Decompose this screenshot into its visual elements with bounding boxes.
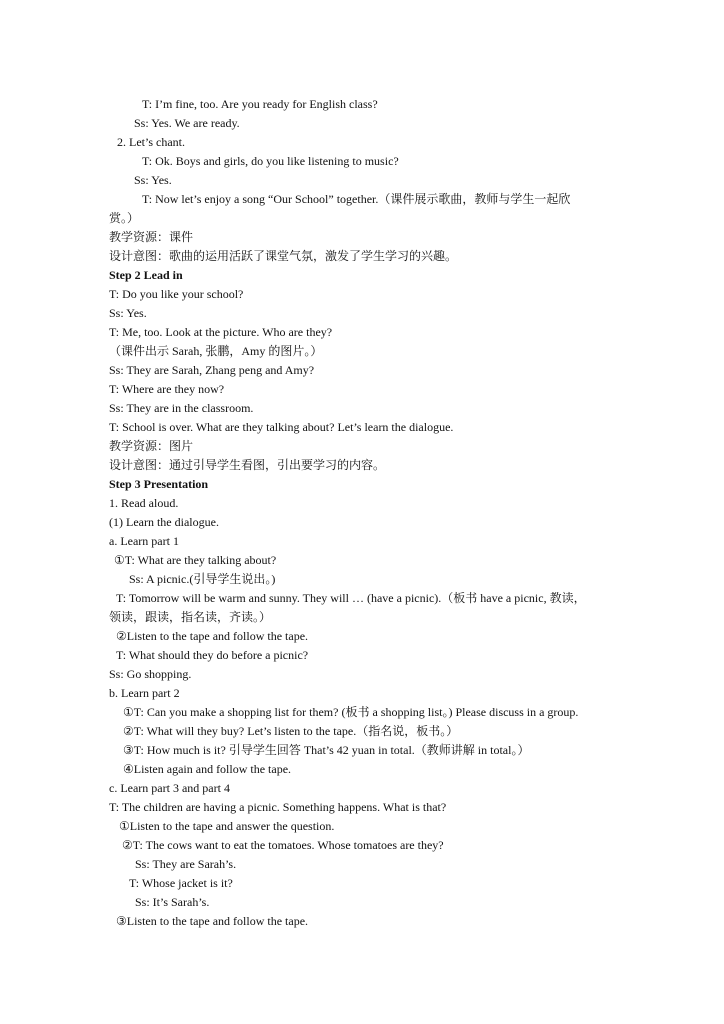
- text-line: 教学资源：图片: [109, 439, 194, 453]
- text-line: T: Now let’s enjoy a song “Our School” together.（课件展示歌曲，教师与学生一起欣: [142, 192, 571, 206]
- text-line: 1. Read aloud.: [109, 496, 179, 510]
- text-line: T: The children are having a picnic. Something happens. What is that?: [109, 800, 447, 814]
- text-line: ②T: What will they buy? Let’s listen to the tape.（指名说，板书。）: [123, 724, 459, 738]
- text-line: ③Listen to the tape and follow the tape.: [116, 914, 309, 928]
- text-line: ①T: Can you make a shopping list for them? (板书 a shopping list。) Please discuss in a group.: [123, 705, 579, 719]
- text-line: Ss: A picnic.(引导学生说出。): [129, 572, 276, 586]
- text-line: 设计意图：歌曲的运用活跃了课堂气氛，激发了学生学习的兴趣。: [109, 249, 458, 263]
- text-line: (1) Learn the dialogue.: [109, 515, 219, 529]
- text-line: ①Listen to the tape and answer the question.: [119, 819, 335, 833]
- text-line: 2. Let’s chant.: [117, 135, 185, 149]
- text-line: T: Where are they now?: [109, 382, 225, 396]
- text-line: 设计意图：通过引导学生看图，引出要学习的内容。: [109, 458, 386, 472]
- text-line: ①T: What are they talking about?: [114, 553, 277, 567]
- text-line: Ss: They are Sarah’s.: [135, 857, 237, 871]
- text-line: T: Do you like your school?: [109, 287, 244, 301]
- text-line: T: Whose jacket is it?: [129, 876, 233, 890]
- text-line: T: Tomorrow will be warm and sunny. They will … (have a picnic).（板书 have a picnic, 教读，: [116, 591, 586, 605]
- text-line: Ss: Yes. We are ready.: [134, 116, 240, 130]
- text-line: 领读，跟读，指名读，齐读。）: [109, 610, 272, 624]
- text-line: ②T: The cows want to eat the tomatoes. Whose tomatoes are they?: [122, 838, 444, 852]
- text-line: Ss: It’s Sarah’s.: [135, 895, 210, 909]
- text-line: ④Listen again and follow the tape.: [123, 762, 292, 776]
- text-line: Ss: Go shopping.: [109, 667, 192, 681]
- section-heading: Step 2 Lead in: [109, 268, 183, 282]
- text-line: 赏。）: [109, 211, 140, 225]
- text-line: c. Learn part 3 and part 4: [109, 781, 230, 795]
- text-line: a. Learn part 1: [109, 534, 179, 548]
- text-line: b. Learn part 2: [109, 686, 180, 700]
- text-line: T: Me, too. Look at the picture. Who are they?: [109, 325, 333, 339]
- text-line: Ss: They are in the classroom.: [109, 401, 254, 415]
- text-line: Ss: Yes.: [109, 306, 147, 320]
- text-line: ③T: How much is it? 引导学生回答 That’s 42 yuan in total.（教师讲解 in total。）: [123, 743, 530, 757]
- section-heading: Step 3 Presentation: [109, 477, 209, 491]
- text-line: T: I’m fine, too. Are you ready for English class?: [142, 97, 378, 111]
- text-line: Ss: They are Sarah, Zhang peng and Amy?: [109, 363, 315, 377]
- text-line: Ss: Yes.: [134, 173, 172, 187]
- text-line: T: What should they do before a picnic?: [116, 648, 309, 662]
- text-line: T: School is over. What are they talking about? Let’s learn the dialogue.: [109, 420, 454, 434]
- text-line: （课件出示 Sarah, 张鹏，Amy 的图片。）: [109, 344, 323, 358]
- text-line: 教学资源：课件: [109, 230, 194, 244]
- text-line: ②Listen to the tape and follow the tape.: [116, 629, 309, 643]
- text-line: T: Ok. Boys and girls, do you like listening to music?: [142, 154, 399, 168]
